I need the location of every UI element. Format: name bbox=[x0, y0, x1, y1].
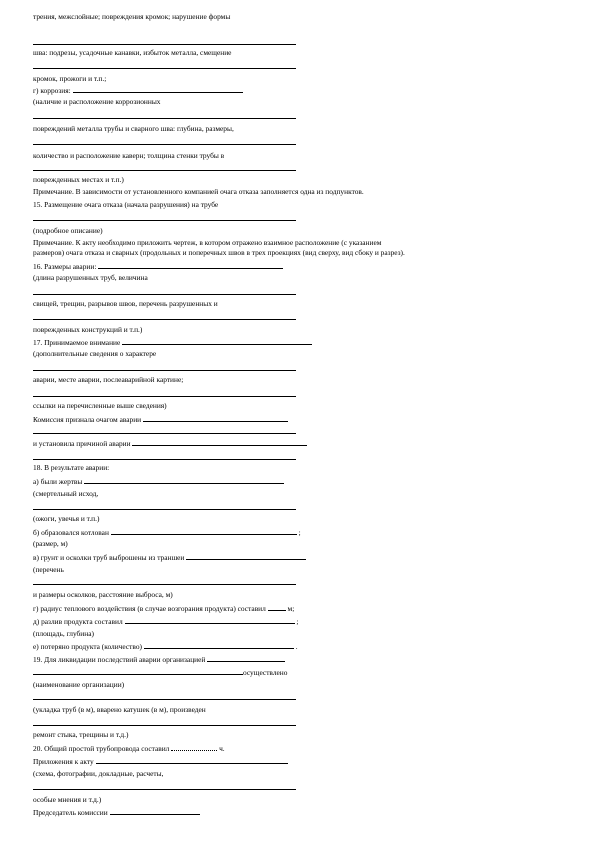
semicolon: ; bbox=[296, 617, 299, 626]
note-text: размеров) очага отказа и сварных (продольных и поперечных швов в трех проекциях (вид сверху, вид сбоку и разрез). bbox=[33, 248, 405, 257]
text-line: (перечень bbox=[33, 565, 64, 574]
fill-line bbox=[33, 319, 296, 320]
fill-line bbox=[33, 144, 296, 145]
text-fragment: осуществлено bbox=[243, 668, 288, 677]
unit-text: ч. bbox=[219, 744, 225, 753]
text-line: аварии, месте аварии, послеаварийной картине; bbox=[33, 375, 184, 384]
text-line: свищей, трещин, разрывов швов, перечень разрушенных и bbox=[33, 299, 218, 308]
fill-line bbox=[73, 85, 243, 93]
fill-line bbox=[33, 584, 296, 585]
section-heading: 19. Для ликвидации последствий аварии организацией bbox=[33, 655, 206, 664]
section-heading: 20. Общий простой трубопровода составил bbox=[33, 744, 170, 753]
text-fragment: Комиссия признала очагом аварии bbox=[33, 415, 142, 424]
fill-line bbox=[186, 552, 306, 560]
text-fragment: Приложения к акту bbox=[33, 757, 94, 766]
text-line: количество и расположение каверн; толщина стенки трубы в bbox=[33, 151, 225, 160]
signature-label: Председатель комиссии bbox=[33, 808, 108, 817]
text-fragment: а) были жертвы bbox=[33, 477, 83, 486]
text-line: ссылки на перечисленные выше сведения) bbox=[33, 401, 167, 410]
text-line: (подробное описание) bbox=[33, 226, 103, 235]
text-fragment: в) грунт и осколки труб выброшены из траншеи bbox=[33, 553, 185, 562]
note-text: Примечание. К акту необходимо приложить чертеж, в котором отражено взаимное расположение (с указанием bbox=[33, 238, 382, 247]
fill-line bbox=[33, 68, 296, 69]
text-line: (дополнительные сведения о характере bbox=[33, 349, 157, 358]
text-line: (укладка труб (в м), вварено катушек (в м), произведен bbox=[33, 705, 206, 714]
text-line: повреждений металла трубы и сварного шва: глубина, размеры, bbox=[33, 124, 234, 133]
text-fragment: е) потеряно продукта (количество) bbox=[33, 642, 142, 651]
text-line: (длина разрушенных труб, величина bbox=[33, 273, 148, 282]
text-line: (наличие и расположение коррозионных bbox=[33, 97, 161, 106]
section-heading: 15. Размещение очага отказа (начала разрушения) на трубе bbox=[33, 200, 219, 209]
text-fragment: г) радиус теплового воздействия (в случае возгорания продукта) составил bbox=[33, 604, 266, 613]
unit-text: м; bbox=[287, 604, 295, 613]
text-line: (размер, м) bbox=[33, 539, 68, 548]
fill-line bbox=[84, 476, 284, 484]
text-line: ремонт стыка, трещины и т.д.) bbox=[33, 730, 129, 739]
fill-line bbox=[132, 438, 307, 446]
dotted-fill-line bbox=[171, 743, 217, 751]
text-line: (наименование организации) bbox=[33, 680, 125, 689]
fill-line bbox=[33, 699, 296, 700]
text-fragment: д) разлив продукта составил bbox=[33, 617, 123, 626]
text-fragment: и установила причиной аварии bbox=[33, 439, 131, 448]
text-line: и размеры осколков, расстояние выброса, м) bbox=[33, 590, 173, 599]
section-heading: 18. В результате аварии: bbox=[33, 463, 110, 472]
text-line: особые мнения и т.д.) bbox=[33, 795, 102, 804]
fill-line bbox=[33, 370, 296, 371]
fill-line bbox=[207, 654, 285, 662]
fill-line bbox=[111, 527, 297, 535]
fill-line bbox=[96, 756, 288, 764]
fill-line bbox=[33, 294, 296, 295]
fill-line bbox=[33, 396, 296, 397]
fill-line bbox=[33, 44, 296, 45]
fill-line bbox=[143, 414, 288, 422]
section-heading: 16. Размеры аварии: bbox=[33, 262, 97, 271]
fill-line bbox=[268, 603, 286, 611]
fill-line bbox=[33, 789, 296, 790]
fill-line bbox=[125, 616, 295, 624]
semicolon: ; bbox=[298, 528, 301, 537]
text-fragment: г) коррозия: bbox=[33, 86, 71, 95]
text-line: (смертельный исход, bbox=[33, 489, 99, 498]
text-line: поврежденных конструкций и т.п.) bbox=[33, 325, 143, 334]
text-line: поврежденных местах и т.п.) bbox=[33, 175, 124, 184]
text-line: шва: подрезы, усадочные канавки, избыток металла, смещение bbox=[33, 48, 232, 57]
text-fragment: б) образовался котлован bbox=[33, 528, 109, 537]
fill-line bbox=[33, 509, 296, 510]
text-line: (площадь, глубина) bbox=[33, 629, 94, 638]
fill-line bbox=[33, 170, 296, 171]
fill-line bbox=[33, 725, 296, 726]
fill-line bbox=[33, 118, 296, 119]
fill-line bbox=[33, 667, 243, 675]
text-line: кромок, прожоги и т.п.; bbox=[33, 74, 107, 83]
fill-line bbox=[33, 459, 296, 460]
fill-line bbox=[144, 641, 294, 649]
text-line: трения, межслойные; повреждения кромок; нарушение формы bbox=[33, 12, 231, 21]
fill-line bbox=[33, 433, 296, 434]
signature-line bbox=[110, 807, 200, 815]
fill-line bbox=[122, 337, 312, 345]
fill-line bbox=[98, 261, 283, 269]
note-text: Примечание. В зависимости от установленного компанией очага отказа заполняется одна из подпунктов. bbox=[33, 187, 364, 196]
period: . bbox=[295, 642, 298, 651]
fill-line bbox=[33, 220, 296, 221]
section-heading: 17. Принимаемое внимание bbox=[33, 338, 121, 347]
text-line: (ожоги, увечья и т.п.) bbox=[33, 514, 100, 523]
text-line: (схема, фотографии, докладные, расчеты, bbox=[33, 769, 164, 778]
